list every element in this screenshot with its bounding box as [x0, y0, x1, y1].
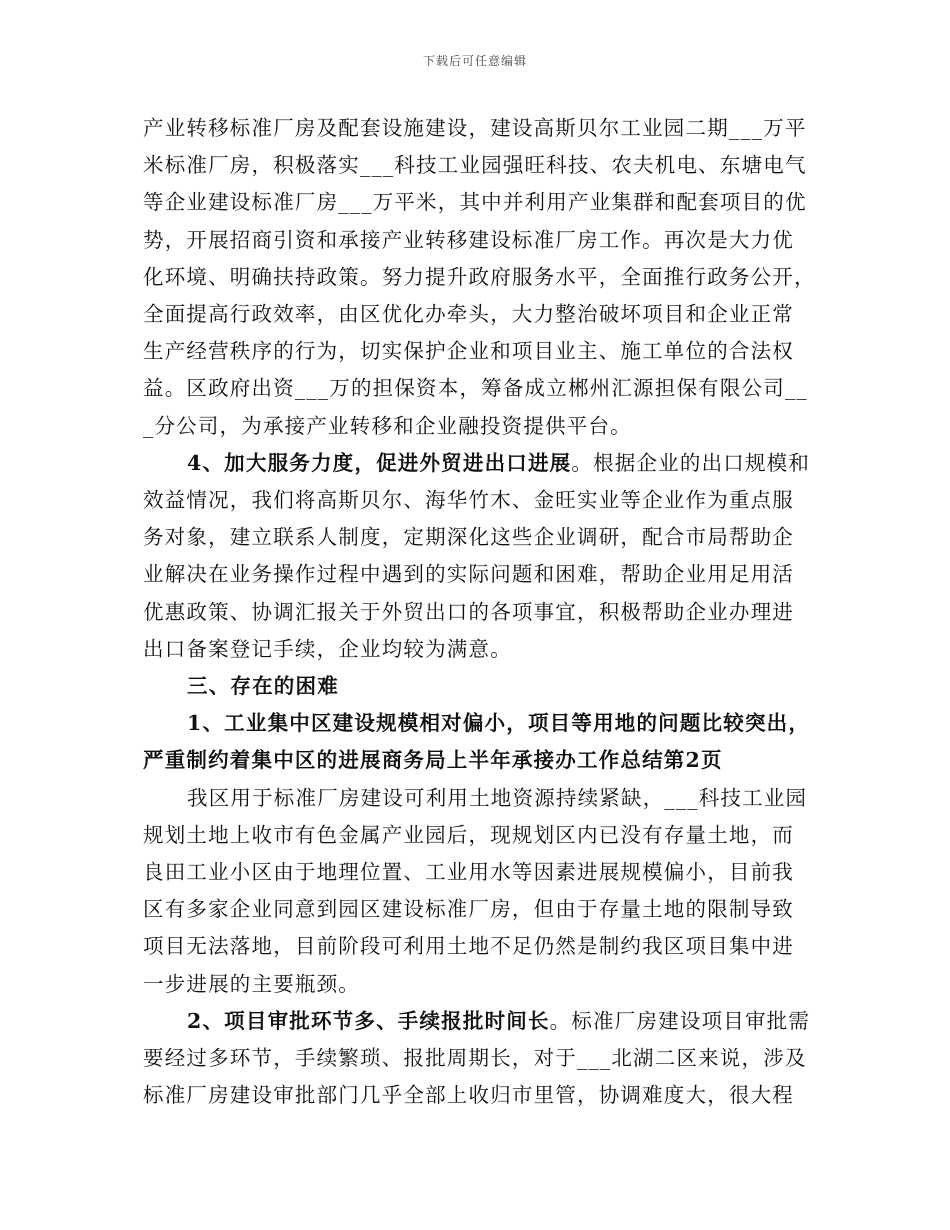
text-line [143, 859, 794, 885]
text-span: 项目无法落地，目前阶段可利用土地不足仍然是制约我区项目集中进 [143, 934, 794, 959]
text-span: 等企业建设标准厂房___万平米，其中并利用产业集群和配套项目的优 [143, 190, 807, 215]
text-span: 要经过多环节，手续繁琐、报批周期长，对于___北湖二区来说，涉及 [143, 1046, 807, 1070]
text-line [143, 933, 794, 959]
text-span: 务对象，建立联系人制度，定期深化这些企业调研，配合市局帮助企 [143, 525, 794, 550]
text-line [143, 189, 807, 215]
text-line [187, 785, 807, 811]
text-line [143, 1082, 794, 1108]
text-line [187, 450, 810, 476]
text-span: 益。区政府出资___万的担保资本，筹备成立郴州汇源担保有限公司__ [143, 376, 808, 401]
text-line [143, 115, 807, 141]
text-line [143, 264, 816, 290]
bold-text: 严重制约着集中区的进展商务局上半年承接办工作总结第2页 [143, 748, 723, 773]
page-header: 下载后可任意编辑 [422, 54, 527, 68]
text-span: 出口备案登记手续，企业均较为满意。 [143, 636, 512, 661]
bold-text: 4、加大服务力度，促进外贸进出口进展 [187, 450, 572, 475]
text-line [143, 524, 794, 550]
text-line [143, 301, 794, 327]
text-line [143, 971, 360, 997]
text-span: 效益情况，我们将高斯贝尔、海华竹木、金旺实业等企业作为重点服 [143, 488, 794, 512]
text-line [143, 747, 723, 773]
text-line [143, 896, 794, 922]
text-line [143, 1045, 807, 1071]
text-span: 全面提高行政效率，由区优化办牵头，大力整治破坏项目和企业正常 [143, 302, 794, 326]
text-span: 生产经营秩序的行为，切实保护企业和项目业主、施工单位的合法权 [143, 339, 794, 364]
text-line [143, 561, 794, 587]
text-span: 产业转移标准厂房及配套设施建设，建设高斯贝尔工业园二期___万平 [143, 116, 807, 140]
text-line [143, 599, 794, 625]
text-span: 良田工业小区由于地理位置、工业用水等因素进展规模偏小，目前我 [143, 860, 794, 884]
text-span: _分公司，为承接产业转移和企业融投资提供平台。 [143, 413, 632, 438]
bold-text: 2、项目审批环节多、手续报批时间长 [187, 1008, 550, 1033]
text-line [143, 338, 794, 364]
text-span: 米标准厂房，积极落实___科技工业园强旺科技、农夫机电、东塘电气 [143, 153, 807, 178]
text-line [143, 152, 807, 178]
text-line [143, 375, 808, 401]
text-span: 优惠政策、协调汇报关于外贸出口的各项事宜，积极帮助企业办理进 [143, 599, 794, 624]
text-span: 业解决在业务操作过程中遇到的实际问题和困难，帮助企业用足用活 [143, 562, 794, 587]
text-line [143, 636, 512, 662]
text-span: 势，开展招商引资和承接产业转移建设标准厂房工作。再次是大力优 [143, 227, 794, 252]
text-span: 化环境、明确扶持政策。努力提升政府服务水平，全面推行政务公开， [143, 264, 816, 289]
text-span: 规划土地上收市有色金属产业园后，现规划区内已没有存量土地，而 [143, 822, 794, 847]
text-span: 我区用于标准厂房建设可利用土地资源持续紧缺，___科技工业园 [187, 785, 808, 810]
bold-text: 1、工业集中区建设规模相对偏小，项目等用地的问题比较突出， [187, 711, 811, 736]
bold-text: 三、存在的困难 [187, 674, 339, 698]
text-span: 标准厂房建设审批部门几乎全部上收归市里管，协调难度大，很大程 [143, 1083, 794, 1108]
text-line [187, 1008, 810, 1034]
text-line [143, 487, 794, 513]
text-line [143, 227, 794, 253]
text-span: 区有多家企业同意到园区建设标准厂房，但由于存量土地的限制导致 [143, 897, 794, 922]
text-span: 。标准厂房建设项目审批需 [549, 1008, 811, 1033]
text-span: 。根据企业的出口规模和 [571, 450, 811, 475]
text-span: 一步进展的主要瓶颈。 [143, 971, 360, 996]
text-line [187, 710, 810, 736]
text-line [187, 673, 339, 699]
text-line [143, 413, 632, 439]
text-line [143, 822, 794, 848]
